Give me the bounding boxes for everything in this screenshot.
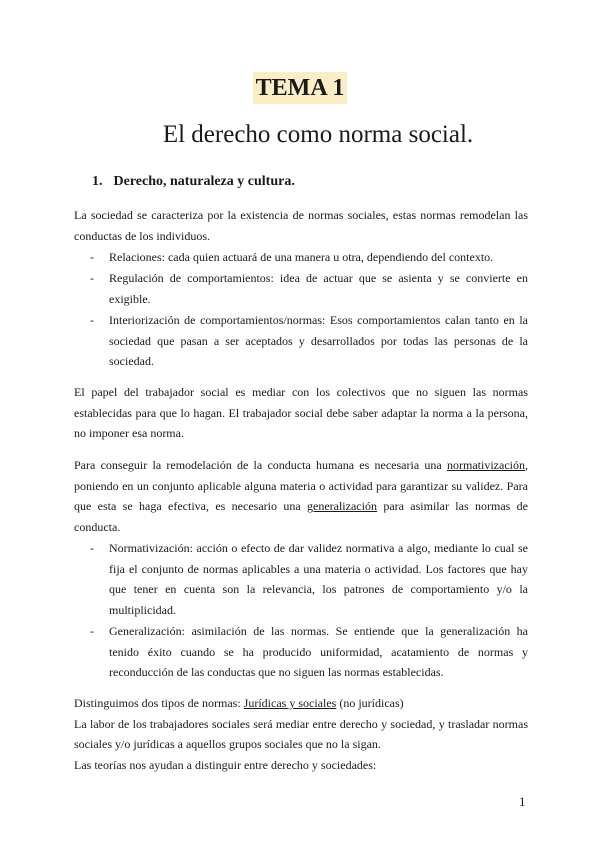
text-line: conductas de los individuos. (74, 228, 210, 243)
text-line: La sociedad se caracteriza por la existencia de normas sociales, estas normas remodelan las (74, 208, 528, 222)
text-line: Interiorización de comportamientos/normas: Esos comportamientos calan tanto en la (109, 313, 528, 327)
dash-bullet: - (90, 624, 94, 638)
text-line: El papel del trabajador social es mediar con los colectivos que no siguen las normas (74, 385, 528, 399)
section-number: 1. (92, 174, 103, 189)
text-line (74, 455, 528, 476)
text-line: tenido éxito cuando se ha producido uniformidad, acatamiento de normas y (109, 644, 528, 659)
text-line: reconducción de las conductas que no siguen las normas establecidas. (109, 665, 444, 680)
dash-bullet: - (90, 541, 94, 555)
text-line: establecidas para que lo hagan. El trabajador social debe saber adaptar la norma a la persona, (74, 405, 528, 420)
text-line: Generalización: asimilación de las normas. Se entiende que la generalización ha (109, 624, 528, 638)
text-line: Las teorías nos ayudan a distinguir entre derecho y sociedades: (74, 758, 377, 773)
dash-bullet: - (90, 250, 94, 264)
paragraph-normativization (74, 455, 528, 538)
text-line: Normativización: acción o efecto de dar validez normativa a algo, mediante lo cual se (109, 541, 528, 555)
text-line: La labor de los trabajadores sociales será mediar entre derecho y sociedad, y trasladar normas (74, 716, 528, 731)
text-segment: para asimilar las normas de (376, 499, 528, 514)
underlined-term: normativización (447, 458, 525, 472)
underlined-term: generalización (307, 499, 377, 514)
section-heading (92, 172, 295, 192)
text-segment: Para conseguir la remodelación de la conducta humana es necesaria una (74, 458, 448, 472)
intro-paragraph (74, 205, 528, 246)
section-title: Derecho, naturaleza y cultura. (113, 174, 295, 189)
text-line: Relaciones: cada quien actuará de una manera u otra, dependiendo del contexto. (109, 250, 494, 264)
text-line (74, 693, 528, 714)
text-segment: (no jurídicas) (336, 696, 404, 710)
text-line: poniendo en un conjunto aplicable alguna materia o actividad para garantizar su validez. Para (74, 478, 528, 493)
text-line: exigible. (109, 291, 151, 306)
text-line: sociedad. (109, 354, 154, 369)
text-line: sociedad que pasan a ser aceptados y desarrollados por todas las personas de la (109, 333, 528, 348)
text-line: Regulación de comportamientos: idea de actuar que se asienta y se convierte en (109, 271, 528, 285)
title-wrapper (0, 72, 600, 104)
dash-bullet: - (90, 313, 94, 327)
dash-bullet: - (90, 271, 94, 285)
text-line: sociales y/o jurídicas a aquellos grupos sociales que no la sigan. (74, 737, 381, 752)
text-line: no imponer esa norma. (74, 426, 184, 441)
text-segment: Distinguimos dos tipos de normas: (74, 696, 244, 710)
page-number: 1 (519, 794, 526, 809)
closing-paragraph (74, 693, 528, 776)
paragraph-social-worker (74, 382, 528, 444)
text-segment: que esta se haga efectiva, es necesario una (74, 499, 307, 514)
text-line: multiplicidad. (109, 603, 176, 618)
chapter-title: TEMA 1 (253, 72, 348, 104)
chapter-subtitle: El derecho como norma social. (162, 121, 474, 148)
underlined-term: Jurídicas y sociales (243, 696, 337, 710)
text-line: conducta. (74, 520, 121, 535)
text-line: que tener en cuenta son la relevancia, los patrones de comportamiento y/o la (109, 582, 528, 597)
text-line (74, 496, 528, 517)
text-line: fija el conjunto de normas aplicables a una materia o actividad. Los factores que hay (109, 561, 528, 576)
text-segment: , (525, 458, 528, 472)
